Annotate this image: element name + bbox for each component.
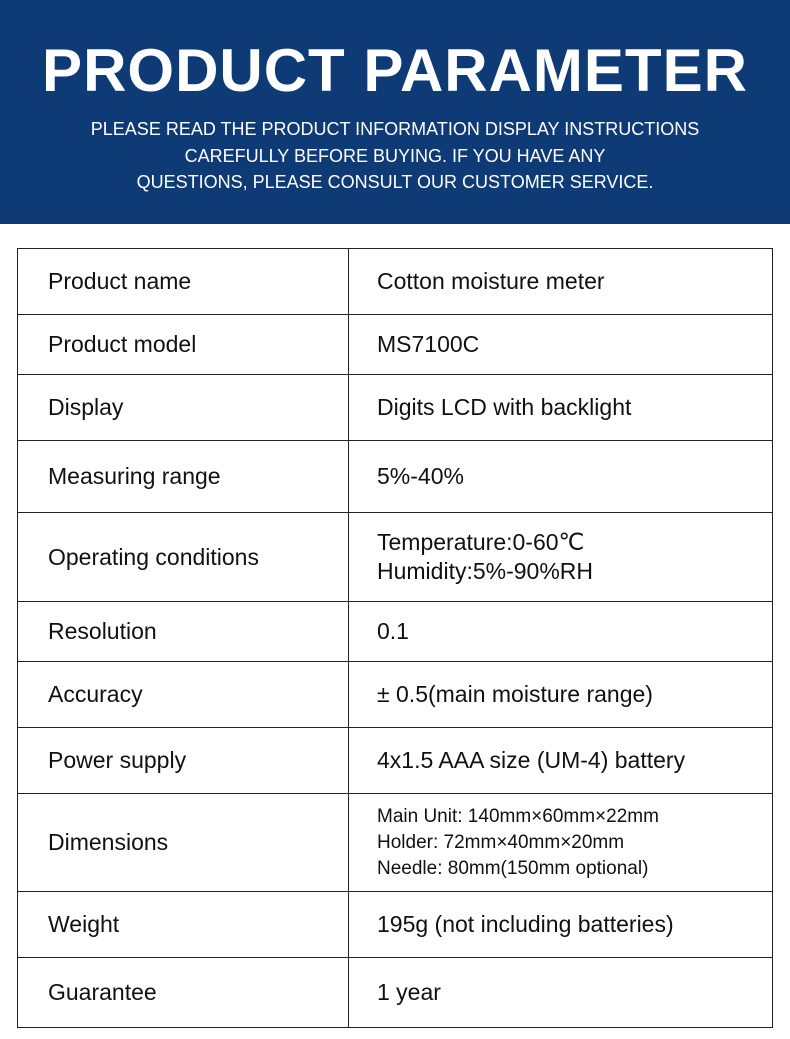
param-value-line: Needle: 80mm(150mm optional) (377, 857, 649, 879)
param-label: Guarantee (18, 958, 349, 1028)
param-label: Weight (18, 892, 349, 958)
param-value (349, 892, 773, 958)
table-row (18, 662, 773, 728)
param-value-line: Temperature:0-60℃ (377, 529, 585, 555)
param-value-line: 0.1 (377, 618, 409, 644)
subtitle-line: CAREFULLY BEFORE BUYING. IF YOU HAVE ANY (184, 145, 606, 166)
header-subtitle (0, 116, 790, 196)
param-value-line: Humidity:5%-90%RH (377, 558, 594, 584)
param-value (349, 513, 773, 602)
param-value-line: 1 year (377, 979, 441, 1005)
table-row (18, 794, 773, 892)
param-value-line: Main Unit: 140mm×60mm×22mm (377, 805, 659, 827)
param-label: Product model (18, 315, 349, 375)
table-row (18, 602, 773, 662)
header-banner (0, 0, 790, 224)
param-value-line: 195g (not including batteries) (377, 911, 674, 937)
param-value (349, 728, 773, 794)
table-row (18, 728, 773, 794)
param-value (349, 794, 773, 892)
param-value (349, 958, 773, 1028)
param-label: Resolution (18, 602, 349, 662)
param-value (349, 441, 773, 513)
param-value-line: 5%-40% (377, 463, 464, 489)
param-value (349, 375, 773, 441)
table-row (18, 375, 773, 441)
param-value (349, 249, 773, 315)
table-row (18, 892, 773, 958)
parameter-table (17, 248, 773, 1028)
param-value (349, 662, 773, 728)
table-row (18, 441, 773, 513)
param-value-line: 4x1.5 AAA size (UM-4) battery (377, 747, 686, 773)
subtitle-line: PLEASE READ THE PRODUCT INFORMATION DISPLAY INSTRUCTIONS (90, 119, 700, 139)
page-title: PRODUCT PARAMETER (42, 37, 748, 104)
table-row (18, 958, 773, 1028)
subtitle-line: QUESTIONS, PLEASE CONSULT OUR CUSTOMER SERVICE. (136, 172, 654, 192)
param-label: Product name (18, 249, 349, 315)
param-label: Dimensions (18, 794, 349, 892)
table-row (18, 315, 773, 375)
param-label: Power supply (18, 728, 349, 794)
param-value-line: MS7100C (377, 331, 480, 357)
param-label: Operating conditions (18, 513, 349, 602)
param-label: Accuracy (18, 662, 349, 728)
param-value (349, 602, 773, 662)
param-value-line: Digits LCD with backlight (377, 394, 632, 420)
param-label: Measuring range (18, 441, 349, 513)
table-row (18, 249, 773, 315)
param-label: Display (18, 375, 349, 441)
param-value-line: Cotton moisture meter (377, 268, 605, 294)
param-value (349, 315, 773, 375)
param-value-line: ± 0.5(main moisture range) (377, 681, 653, 707)
table-row (18, 513, 773, 602)
param-value-line: Holder: 72mm×40mm×20mm (377, 831, 625, 853)
